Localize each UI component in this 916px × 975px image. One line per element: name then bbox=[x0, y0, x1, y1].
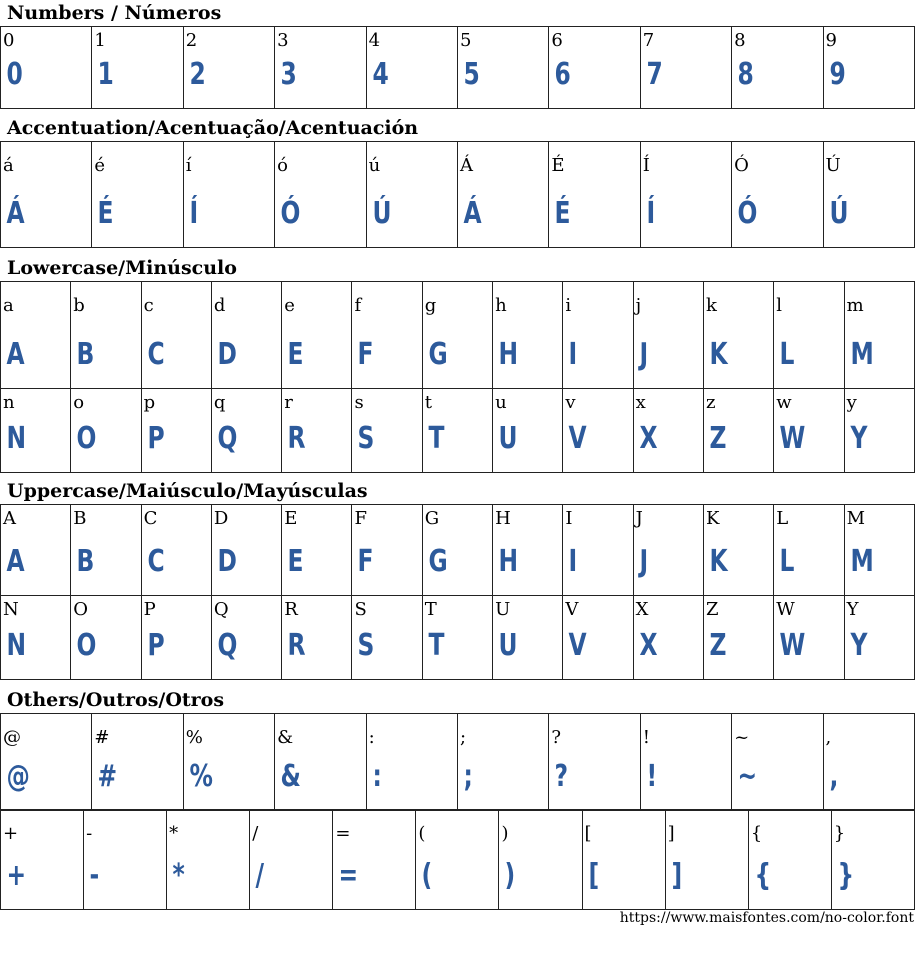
glyph-cell bbox=[563, 596, 633, 680]
glyph-cell bbox=[844, 389, 914, 473]
glyph-sample: # bbox=[97, 759, 118, 794]
glyph-sample: A bbox=[6, 337, 25, 372]
char-label: Y bbox=[846, 599, 859, 620]
glyph-cell bbox=[1, 142, 92, 248]
char-label: O bbox=[73, 599, 89, 620]
glyph-cell bbox=[282, 505, 352, 596]
char-label: Z bbox=[705, 599, 719, 620]
glyph-cell bbox=[499, 810, 582, 910]
glyph-sample: ) bbox=[504, 858, 516, 893]
glyph-cell bbox=[275, 27, 366, 109]
char-label: + bbox=[3, 823, 19, 844]
char-label: Ó bbox=[734, 155, 749, 176]
char-label: F bbox=[354, 508, 367, 529]
glyph-cell bbox=[493, 389, 563, 473]
glyph-cell bbox=[457, 142, 548, 248]
glyph-cell bbox=[167, 810, 250, 910]
glyph-cell bbox=[352, 505, 422, 596]
char-label: l bbox=[776, 295, 783, 316]
glyph-cell bbox=[71, 389, 141, 473]
glyph-cell bbox=[1, 282, 71, 389]
char-label: y bbox=[846, 392, 857, 413]
glyph-cell bbox=[633, 596, 703, 680]
char-label: 5 bbox=[459, 30, 472, 51]
char-label: 9 bbox=[825, 30, 837, 51]
glyph-cell bbox=[352, 596, 422, 680]
glyph-cell bbox=[84, 810, 167, 910]
glyph-cell bbox=[1, 505, 71, 596]
glyph-sample: - bbox=[89, 858, 100, 893]
glyph-sample: ; bbox=[463, 759, 473, 794]
glyph-cell bbox=[493, 505, 563, 596]
glyph-sample: N bbox=[6, 421, 27, 456]
glyph-cell bbox=[71, 282, 141, 389]
char-label: = bbox=[335, 823, 351, 844]
glyph-cell bbox=[282, 282, 352, 389]
glyph-sample: V bbox=[568, 628, 587, 663]
glyph-sample: D bbox=[217, 544, 237, 579]
char-label: / bbox=[252, 823, 259, 844]
numbers-heading: Numbers / Números bbox=[7, 2, 222, 24]
glyph-sample: W bbox=[779, 628, 806, 663]
char-label: 6 bbox=[551, 30, 563, 51]
glyph-sample: 7 bbox=[646, 57, 663, 92]
char-label: é bbox=[94, 155, 106, 176]
glyph-sample: ~ bbox=[737, 759, 758, 794]
glyph-cell bbox=[563, 389, 633, 473]
char-label: J bbox=[635, 508, 643, 529]
glyph-cell bbox=[774, 282, 844, 389]
glyph-cell bbox=[633, 505, 703, 596]
glyph-cell bbox=[92, 714, 183, 811]
glyph-sample: C bbox=[147, 544, 165, 579]
glyph-cell bbox=[493, 282, 563, 389]
glyph-sample: W bbox=[779, 421, 806, 456]
glyph-cell bbox=[774, 389, 844, 473]
accentuation-grid bbox=[0, 141, 915, 248]
glyph-row bbox=[1, 389, 915, 473]
glyph-cell bbox=[831, 810, 914, 910]
char-label: k bbox=[705, 295, 717, 316]
char-label: i bbox=[565, 295, 572, 316]
glyph-cell bbox=[823, 142, 914, 248]
glyph-cell bbox=[141, 282, 211, 389]
char-label: I bbox=[565, 508, 573, 529]
glyph-cell bbox=[549, 714, 640, 811]
glyph-cell bbox=[366, 714, 457, 811]
glyph-cell bbox=[563, 282, 633, 389]
glyph-sample: 3 bbox=[280, 57, 297, 92]
glyph-cell bbox=[823, 27, 914, 109]
char-label: Í bbox=[642, 155, 650, 176]
glyph-sample: U bbox=[498, 421, 518, 456]
char-label: 4 bbox=[368, 30, 381, 51]
glyph-sample: G bbox=[428, 544, 448, 579]
char-label: 8 bbox=[734, 30, 746, 51]
glyph-sample: J bbox=[639, 337, 648, 372]
char-label: & bbox=[277, 727, 294, 748]
glyph-sample: T bbox=[428, 421, 445, 456]
char-label: 2 bbox=[185, 30, 198, 51]
char-label: s bbox=[354, 392, 364, 413]
glyph-sample: [ bbox=[588, 858, 599, 893]
glyph-sample: Ú bbox=[372, 196, 392, 231]
glyph-cell bbox=[211, 282, 281, 389]
glyph-cell bbox=[703, 389, 773, 473]
glyph-cell bbox=[71, 505, 141, 596]
glyph-sample: H bbox=[498, 337, 519, 372]
char-label: D bbox=[213, 508, 229, 529]
char-label: o bbox=[73, 392, 85, 413]
char-label: H bbox=[495, 508, 511, 529]
glyph-sample: I bbox=[568, 337, 578, 372]
char-label: h bbox=[495, 295, 507, 316]
glyph-cell bbox=[92, 142, 183, 248]
glyph-sample: N bbox=[6, 628, 27, 663]
glyph-sample: E bbox=[287, 337, 304, 372]
char-label: [ bbox=[584, 823, 592, 844]
glyph-sample: 2 bbox=[189, 57, 206, 92]
glyph-sample: U bbox=[498, 628, 518, 663]
source-url[interactable]: https://www.maisfontes.com/no-color.font bbox=[619, 910, 914, 926]
glyph-sample: ? bbox=[554, 759, 569, 794]
char-label: ú bbox=[368, 155, 381, 176]
glyph-cell bbox=[282, 596, 352, 680]
glyph-cell bbox=[1, 714, 92, 811]
glyph-cell bbox=[183, 714, 274, 811]
char-label: T bbox=[424, 599, 437, 620]
glyph-cell bbox=[774, 505, 844, 596]
char-label: 0 bbox=[3, 30, 15, 51]
char-label: * bbox=[169, 823, 179, 844]
glyph-cell bbox=[1, 389, 71, 473]
glyph-cell bbox=[71, 596, 141, 680]
char-label: P bbox=[143, 599, 156, 620]
char-label: f bbox=[354, 295, 362, 316]
glyph-row bbox=[1, 27, 915, 109]
char-label: W bbox=[776, 599, 795, 620]
glyph-sample: L bbox=[779, 544, 795, 579]
char-label: ) bbox=[501, 823, 509, 844]
glyph-sample: 6 bbox=[554, 57, 572, 92]
glyph-sample: E bbox=[287, 544, 304, 579]
glyph-sample: 4 bbox=[372, 57, 389, 92]
glyph-sample: Q bbox=[217, 421, 238, 456]
char-label: n bbox=[3, 392, 15, 413]
char-label: } bbox=[833, 823, 846, 844]
glyph-sample: X bbox=[639, 421, 658, 456]
char-label: m bbox=[846, 295, 864, 316]
glyph-sample: X bbox=[639, 628, 658, 663]
glyph-sample: A bbox=[6, 544, 25, 579]
char-label: g bbox=[424, 295, 437, 316]
glyph-cell bbox=[1, 810, 84, 910]
glyph-cell bbox=[665, 810, 748, 910]
glyph-sample: 5 bbox=[463, 57, 480, 92]
glyph-cell bbox=[493, 596, 563, 680]
glyph-cell bbox=[141, 596, 211, 680]
char-label: K bbox=[705, 508, 720, 529]
char-label: q bbox=[213, 392, 226, 413]
char-label: 3 bbox=[277, 30, 289, 51]
glyph-sample: R bbox=[287, 628, 306, 663]
char-label: í bbox=[185, 155, 192, 176]
glyph-sample: B bbox=[76, 337, 95, 372]
glyph-sample: 1 bbox=[97, 57, 115, 92]
glyph-cell bbox=[422, 282, 492, 389]
numbers-grid bbox=[0, 26, 915, 109]
glyph-row bbox=[1, 505, 915, 596]
glyph-cell bbox=[748, 810, 831, 910]
char-label: ] bbox=[667, 823, 675, 844]
glyph-cell bbox=[844, 505, 914, 596]
char-label: Ú bbox=[825, 155, 841, 176]
glyph-sample: V bbox=[568, 421, 587, 456]
glyph-sample: : bbox=[372, 759, 382, 794]
char-label: L bbox=[776, 508, 789, 529]
char-label: @ bbox=[3, 727, 21, 748]
glyph-sample: F bbox=[357, 544, 374, 579]
glyph-sample: ( bbox=[421, 858, 433, 893]
glyph-sample: 8 bbox=[737, 57, 754, 92]
glyph-sample: + bbox=[6, 858, 27, 893]
char-label: c bbox=[143, 295, 154, 316]
glyph-sample: S bbox=[357, 628, 375, 663]
glyph-sample: P bbox=[147, 628, 165, 663]
glyph-cell bbox=[275, 714, 366, 811]
char-label: v bbox=[565, 392, 576, 413]
char-label: % bbox=[185, 727, 203, 748]
glyph-sample: Í bbox=[646, 196, 655, 231]
char-label: á bbox=[3, 155, 14, 176]
glyph-cell bbox=[703, 596, 773, 680]
char-label: w bbox=[776, 392, 792, 413]
char-label: É bbox=[551, 155, 565, 176]
char-label: u bbox=[495, 392, 507, 413]
glyph-sample: D bbox=[217, 337, 237, 372]
glyph-cell bbox=[774, 596, 844, 680]
glyph-sample: Y bbox=[850, 628, 867, 663]
glyph-sample: O bbox=[76, 421, 97, 456]
glyph-cell bbox=[633, 389, 703, 473]
char-label: V bbox=[565, 599, 579, 620]
glyph-cell bbox=[366, 142, 457, 248]
glyph-cell bbox=[366, 27, 457, 109]
glyph-row bbox=[1, 282, 915, 389]
glyph-cell bbox=[844, 282, 914, 389]
glyph-sample: Z bbox=[709, 421, 727, 456]
char-label: ( bbox=[418, 823, 426, 844]
char-label: ó bbox=[277, 155, 289, 176]
glyph-sample: K bbox=[709, 337, 728, 372]
glyph-sample: F bbox=[357, 337, 374, 372]
char-label: { bbox=[750, 823, 763, 844]
glyph-cell bbox=[275, 142, 366, 248]
glyph-sample: ] bbox=[671, 858, 682, 893]
char-label: x bbox=[635, 392, 646, 413]
glyph-cell bbox=[211, 389, 281, 473]
char-label: U bbox=[495, 599, 511, 620]
glyph-sample: % bbox=[189, 759, 213, 794]
glyph-cell bbox=[582, 810, 665, 910]
char-label: e bbox=[284, 295, 295, 316]
glyph-cell bbox=[211, 596, 281, 680]
char-label: C bbox=[143, 508, 158, 529]
char-label: G bbox=[424, 508, 440, 529]
glyph-sample: ! bbox=[646, 759, 657, 794]
char-label: , bbox=[825, 727, 832, 748]
glyph-cell bbox=[141, 505, 211, 596]
glyph-sample: É bbox=[97, 196, 114, 231]
glyph-cell bbox=[703, 505, 773, 596]
glyph-sample: S bbox=[357, 421, 375, 456]
glyph-sample: * bbox=[172, 858, 185, 893]
glyph-sample: Ú bbox=[828, 196, 848, 231]
glyph-cell bbox=[422, 389, 492, 473]
glyph-sample: Z bbox=[709, 628, 727, 663]
glyph-cell bbox=[352, 282, 422, 389]
char-label: a bbox=[3, 295, 14, 316]
glyph-sample: / bbox=[255, 858, 265, 893]
glyph-cell bbox=[640, 142, 731, 248]
glyph-cell bbox=[549, 142, 640, 248]
glyph-sample: M bbox=[850, 544, 874, 579]
glyph-cell bbox=[732, 27, 823, 109]
glyph-cell bbox=[844, 596, 914, 680]
glyph-cell bbox=[141, 389, 211, 473]
glyph-cell bbox=[823, 714, 914, 811]
glyph-sample: J bbox=[639, 544, 648, 579]
glyph-sample: = bbox=[338, 858, 359, 893]
char-label: t bbox=[424, 392, 433, 413]
glyph-sample: T bbox=[428, 628, 445, 663]
glyph-cell bbox=[333, 810, 416, 910]
glyph-sample: O bbox=[76, 628, 97, 663]
glyph-row bbox=[1, 714, 915, 811]
glyph-sample: Í bbox=[189, 196, 198, 231]
char-label: d bbox=[213, 295, 226, 316]
glyph-sample: Ó bbox=[737, 196, 758, 231]
glyph-cell bbox=[640, 27, 731, 109]
others-grid bbox=[0, 713, 915, 811]
glyph-cell bbox=[633, 282, 703, 389]
char-label: : bbox=[368, 727, 375, 748]
others-grid-row2 bbox=[0, 809, 915, 910]
char-label: ; bbox=[459, 727, 467, 748]
glyph-cell bbox=[457, 714, 548, 811]
glyph-sample: I bbox=[568, 544, 578, 579]
char-label: R bbox=[284, 599, 298, 620]
glyph-sample: K bbox=[709, 544, 728, 579]
char-label: p bbox=[143, 392, 156, 413]
glyph-cell bbox=[211, 505, 281, 596]
glyph-cell bbox=[250, 810, 333, 910]
glyph-sample: Ó bbox=[280, 196, 301, 231]
char-label: Q bbox=[213, 599, 229, 620]
glyph-cell bbox=[1, 27, 92, 109]
glyph-row bbox=[1, 596, 915, 680]
char-label: - bbox=[86, 823, 93, 844]
char-label: r bbox=[284, 392, 293, 413]
uppercase-grid bbox=[0, 504, 915, 680]
char-label: B bbox=[73, 508, 87, 529]
glyph-sample: L bbox=[779, 337, 795, 372]
glyph-sample: Q bbox=[217, 628, 238, 663]
char-label: j bbox=[635, 295, 642, 316]
glyph-sample: B bbox=[76, 544, 95, 579]
glyph-sample: 0 bbox=[6, 57, 23, 92]
glyph-cell bbox=[183, 27, 274, 109]
glyph-sample: R bbox=[287, 421, 306, 456]
glyph-sample: H bbox=[498, 544, 519, 579]
glyph-sample: C bbox=[147, 337, 165, 372]
glyph-cell bbox=[703, 282, 773, 389]
char-label: ~ bbox=[734, 727, 750, 748]
glyph-sample: P bbox=[147, 421, 165, 456]
glyph-cell bbox=[563, 505, 633, 596]
glyph-row bbox=[1, 142, 915, 248]
char-label: 1 bbox=[94, 30, 106, 51]
glyph-sample: , bbox=[828, 759, 838, 794]
char-label: z bbox=[705, 392, 716, 413]
glyph-cell bbox=[92, 27, 183, 109]
glyph-sample: Á bbox=[463, 196, 482, 231]
char-label: Á bbox=[459, 155, 473, 176]
char-label: S bbox=[354, 599, 367, 620]
glyph-cell bbox=[549, 27, 640, 109]
lowercase-heading: Lowercase/Minúsculo bbox=[7, 257, 237, 279]
char-label: N bbox=[3, 599, 19, 620]
glyph-cell bbox=[183, 142, 274, 248]
glyph-sample: } bbox=[837, 858, 854, 893]
char-label: # bbox=[94, 727, 110, 748]
char-label: ? bbox=[551, 727, 561, 748]
char-label: 7 bbox=[642, 30, 655, 51]
uppercase-heading: Uppercase/Maiúsculo/Mayúsculas bbox=[7, 480, 368, 502]
glyph-cell bbox=[422, 596, 492, 680]
glyph-cell bbox=[457, 27, 548, 109]
glyph-sample: Á bbox=[6, 196, 25, 231]
glyph-cell bbox=[416, 810, 499, 910]
glyph-cell bbox=[422, 505, 492, 596]
lowercase-grid bbox=[0, 281, 915, 473]
char-label: A bbox=[3, 508, 16, 529]
char-label: ! bbox=[642, 727, 650, 748]
glyph-cell bbox=[640, 714, 731, 811]
char-label: M bbox=[846, 508, 865, 529]
glyph-sample: & bbox=[280, 759, 302, 794]
glyph-sample: 9 bbox=[828, 57, 846, 92]
glyph-cell bbox=[282, 389, 352, 473]
glyph-sample: É bbox=[554, 196, 571, 231]
others-heading: Others/Outros/Otros bbox=[7, 689, 225, 711]
glyph-sample: @ bbox=[6, 759, 30, 794]
glyph-cell bbox=[352, 389, 422, 473]
glyph-cell bbox=[732, 142, 823, 248]
char-label: E bbox=[284, 508, 298, 529]
char-label: X bbox=[635, 599, 649, 620]
glyph-sample: M bbox=[850, 337, 874, 372]
glyph-row bbox=[1, 810, 915, 910]
glyph-cell bbox=[732, 714, 823, 811]
glyph-sample: G bbox=[428, 337, 448, 372]
glyph-cell bbox=[1, 596, 71, 680]
glyph-sample: Y bbox=[850, 421, 867, 456]
glyph-sample: { bbox=[754, 858, 771, 893]
accentuation-heading: Accentuation/Acentuação/Acentuación bbox=[7, 117, 419, 139]
char-label: b bbox=[73, 295, 85, 316]
